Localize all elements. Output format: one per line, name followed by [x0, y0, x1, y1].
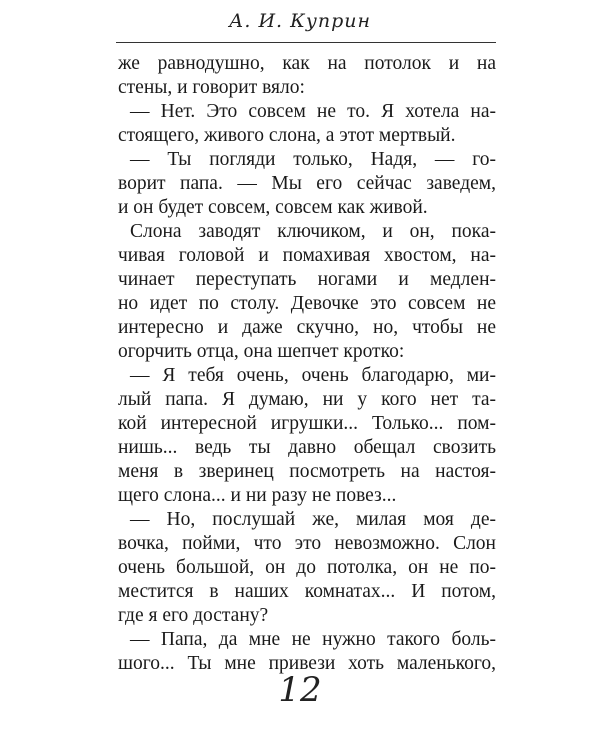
text-line: огорчить отца, она шепчет кротко: — [118, 341, 405, 362]
text-line: интересно и даже скучно, но, чтобы не — [118, 317, 496, 338]
text-line: ворит папа. — Мы его сейчас заведем, — [118, 173, 496, 194]
text-line: кой интересной игрушки... Только... пом- — [118, 413, 496, 434]
text-line: — Я тебя очень, очень благодарю, ми- — [130, 365, 496, 386]
text-line: же равнодушно, как на потолок и на — [118, 53, 496, 74]
text-line: лый папа. Я думаю, ни у кого нет та- — [118, 389, 496, 410]
text-line: меня в зверинец посмотреть на настоя- — [118, 461, 496, 482]
text-line: шого... Ты мне привези хоть маленького, — [118, 653, 496, 674]
page-number: 12 — [278, 670, 322, 710]
text-line: очень большой, он до потолка, он не по- — [118, 557, 496, 578]
text-line: — Ты погляди только, Надя, — го- — [130, 149, 496, 170]
text-line: где я его достану? — [118, 605, 269, 626]
text-line: — Но, послушай же, милая моя де- — [130, 509, 496, 530]
text-line: и он будет совсем, совсем как живой. — [118, 197, 428, 218]
text-line: щего слона... и ни разу не повез... — [118, 485, 397, 506]
header-divider — [116, 42, 496, 43]
text-line: чинает переступать ногами и медлен- — [118, 269, 496, 290]
text-line: стены, и говорит вяло: — [118, 77, 305, 98]
text-line: Слона заводят ключиком, и он, пока- — [130, 221, 496, 242]
text-line: местится в наших комнатах... И потом, — [118, 581, 496, 602]
text-line: чивая головой и помахивая хвостом, на- — [118, 245, 496, 266]
running-header: А. И. Куприн — [229, 10, 371, 32]
text-line: вочка, пойми, что это невозможно. Слон — [118, 533, 496, 554]
text-line: — Папа, да мне не нужно такого боль- — [130, 629, 496, 650]
text-line: стоящего, живого слона, а этот мертвый. — [118, 125, 456, 146]
body-text — [118, 52, 496, 676]
text-line: но идет по столу. Девочке это совсем не — [118, 293, 496, 314]
text-line: — Нет. Это совсем не то. Я хотела на- — [130, 101, 496, 122]
text-line: нишь... ведь ты давно обещал свозить — [118, 437, 496, 458]
